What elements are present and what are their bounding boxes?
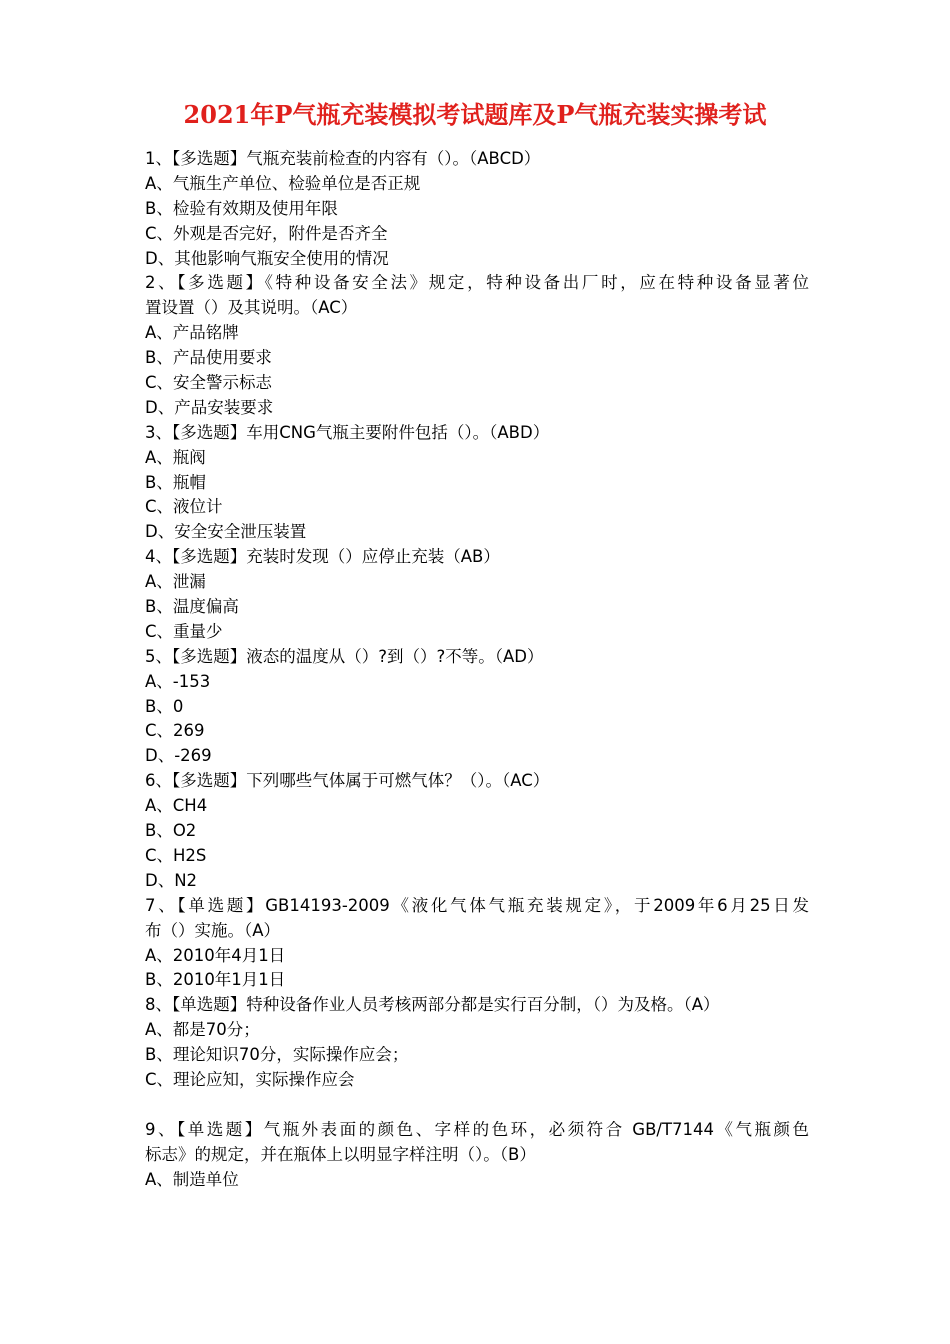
question-stem-continuation: 布（）实施。（A）	[145, 920, 281, 940]
question-block	[145, 769, 809, 893]
option-a: A、产品铭牌	[145, 323, 239, 343]
option-b: B、O2	[145, 821, 197, 841]
option-c: C、液位计	[145, 497, 223, 517]
option-b: B、2010年1月1日	[145, 970, 286, 990]
option-a: A、瓶阀	[145, 447, 206, 467]
question-block	[145, 993, 809, 1093]
question-block	[145, 894, 809, 994]
question-stem: 6、【多选题】下列哪些气体属于可燃气体？（）。（AC）	[145, 771, 550, 791]
question-stem: 2、【多选题】《特种设备安全法》规定，特种设备出厂时，应在特种设备显著位	[145, 273, 809, 293]
question-list	[145, 147, 809, 1192]
option-d: D、N2	[145, 870, 198, 890]
option-c: C、269	[145, 721, 205, 741]
question-block	[145, 271, 809, 420]
option-b: B、0	[145, 696, 184, 716]
option-a: A、-153	[145, 671, 211, 691]
blank-line	[145, 1093, 809, 1118]
question-block	[145, 147, 809, 271]
option-c: C、安全警示标志	[145, 373, 273, 393]
option-b: B、检验有效期及使用年限	[145, 198, 338, 218]
option-b: B、产品使用要求	[145, 348, 272, 368]
question-stem: 7、【单选题】GB14193-2009《液化气体气瓶充装规定》，于2009年6月25日发	[145, 895, 809, 915]
option-b: B、理论知识70分，实际操作应会；	[145, 1045, 409, 1065]
question-block	[145, 1118, 809, 1193]
question-stem: 1、【多选题】气瓶充装前检查的内容有（）。（ABCD）	[145, 149, 541, 168]
question-stem: 3、【多选题】车用CNG气瓶主要附件包括（）。（ABD）	[145, 422, 550, 442]
question-stem: 4、【多选题】充装时发现（）应停止充装（AB）	[145, 547, 500, 567]
option-d: D、其他影响气瓶安全使用的情况	[145, 248, 389, 268]
option-b: B、瓶帽	[145, 472, 206, 492]
option-c: C、H2S	[145, 845, 207, 865]
question-stem-continuation: 标志》的规定，并在瓶体上以明显字样注明（）。（B）	[145, 1144, 536, 1164]
option-c: C、外观是否完好，附件是否齐全	[145, 223, 388, 243]
option-b: B、温度偏高	[145, 597, 239, 617]
option-a: A、2010年4月1日	[145, 945, 286, 965]
option-a: A、制造单位	[145, 1169, 239, 1189]
option-a: A、都是70分；	[145, 1020, 260, 1040]
question-stem-continuation: 置设置（）及其说明。（AC）	[145, 298, 358, 318]
option-a: A、气瓶生产单位、检验单位是否正规	[145, 173, 421, 193]
document-title: 2021年P气瓶充装模拟考试题库及P气瓶充装实操考试	[183, 100, 767, 129]
option-a: A、CH4	[145, 796, 208, 816]
question-stem: 8、【单选题】特种设备作业人员考核两部分都是实行百分制，（）为及格。（A）	[145, 995, 720, 1015]
option-c: C、理论应知，实际操作应会	[145, 1069, 355, 1089]
question-stem: 9、【单选题】气瓶外表面的颜色、字样的色环，必须符合 GB/T7144《气瓶颜色	[145, 1119, 809, 1139]
question-stem: 5、【多选题】液态的温度从（）?到（）?不等。（AD）	[145, 646, 544, 666]
question-block	[145, 545, 809, 645]
question-block	[145, 421, 809, 545]
option-d: D、产品安装要求	[145, 397, 274, 417]
option-d: D、-269	[145, 746, 212, 766]
question-block	[145, 645, 809, 769]
option-a: A、泄漏	[145, 572, 206, 592]
option-d: D、安全安全泄压装置	[145, 522, 307, 542]
option-c: C、重量少	[145, 621, 223, 641]
